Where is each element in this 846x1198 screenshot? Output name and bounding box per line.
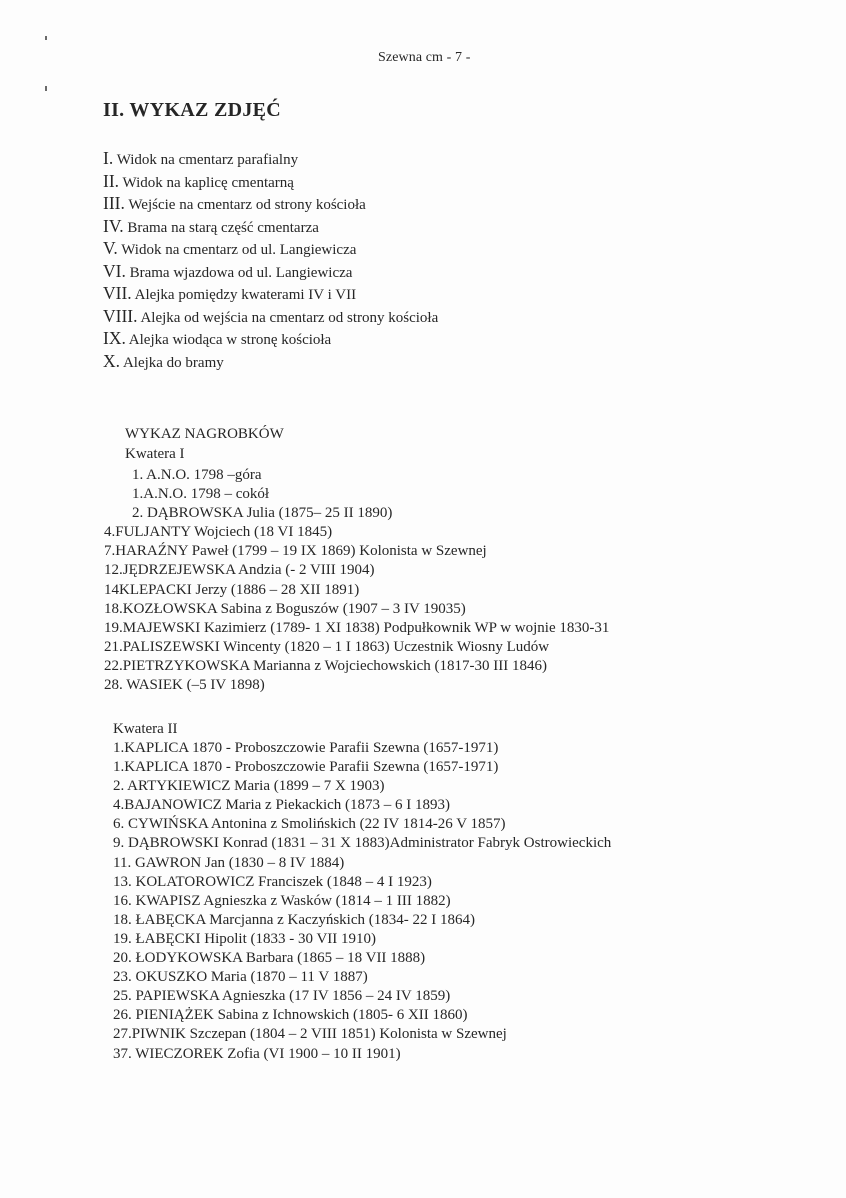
grave-entry: 9. DĄBROWSKI Konrad (1831 – 31 X 1883)Administrator Fabryk Ostrowieckich bbox=[113, 835, 612, 852]
photo-item bbox=[103, 327, 438, 350]
photo-list bbox=[103, 147, 438, 372]
grave-entry: 19. ŁABĘCKI Hipolit (1833 - 30 VII 1910) bbox=[113, 930, 377, 947]
grave-entry: 1. A.N.O. 1798 –góra bbox=[132, 467, 262, 483]
photo-number: VIII. bbox=[103, 305, 138, 326]
grave-entry: 25. PAPIEWSKA Agnieszka (17 IV 1856 – 24 IV 1859) bbox=[113, 988, 451, 1005]
grave-entry: 18.KOZŁOWSKA Sabina z Boguszów (1907 – 3 IV 19035) bbox=[104, 600, 466, 617]
photo-item bbox=[103, 260, 438, 283]
scan-margin-mark bbox=[45, 86, 47, 91]
grave-entry: 14KLEPACKI Jerzy (1886 – 28 XII 1891) bbox=[104, 581, 360, 598]
photo-caption: Alejka wiodąca w stronę kościoła bbox=[128, 332, 332, 348]
photo-item bbox=[103, 215, 438, 238]
photo-caption: Alejka od wejścia na cmentarz od strony kościoła bbox=[140, 309, 439, 326]
grave-entry: 19.MAJEWSKI Kazimierz (1789- 1 XI 1838) Podpułkownik WP w wojnie 1830-31 bbox=[104, 619, 610, 636]
photo-caption: Brama na starą część cmentarza bbox=[127, 219, 319, 236]
photo-number: IV. bbox=[103, 215, 124, 236]
photo-number: III. bbox=[103, 193, 125, 213]
section-heading: II. WYKAZ ZDJĘĆ bbox=[103, 99, 282, 121]
photo-caption: Alejka pomiędzy kwaterami IV i VII bbox=[134, 287, 357, 303]
grave-entry: 1.A.N.O. 1798 – cokół bbox=[132, 486, 270, 503]
photo-item bbox=[103, 282, 438, 305]
grave-entry: 37. WIECZOREK Zofia (VI 1900 – 10 II 1901) bbox=[113, 1045, 401, 1062]
photo-item bbox=[103, 147, 438, 170]
photo-number: X. bbox=[103, 350, 121, 371]
photo-number: V. bbox=[103, 238, 118, 258]
grave-entry: 7.HARAŹNY Paweł (1799 – 19 IX 1869) Kolonista w Szewnej bbox=[104, 543, 487, 560]
photo-caption: Widok na cmentarz parafialny bbox=[116, 152, 299, 168]
grave-entry: 2. ARTYKIEWICZ Maria (1899 – 7 X 1903) bbox=[113, 778, 385, 795]
grave-entry: 13. KOLATOROWICZ Franciszek (1848 – 4 I 1923) bbox=[113, 873, 432, 890]
photo-caption: Widok na kaplicę cmentarną bbox=[122, 174, 294, 191]
grave-entry: 26. PIENIĄŻEK Sabina z Ichnowskich (1805- 6 XII 1860) bbox=[113, 1007, 468, 1024]
photo-caption: Brama wjazdowa od ul. Langiewicza bbox=[129, 264, 353, 281]
grave-entry: 4.BAJANOWICZ Maria z Piekackich (1873 – 6 I 1893) bbox=[113, 797, 451, 814]
photo-caption: Wejście na cmentarz od strony kościoła bbox=[128, 197, 366, 213]
photo-caption: Widok na cmentarz od ul. Langiewicza bbox=[121, 242, 357, 258]
grave-entry: 2. DĄBROWSKA Julia (1875– 25 II 1890) bbox=[132, 505, 393, 522]
grave-entry: 28. WASIEK (–5 IV 1898) bbox=[104, 677, 265, 694]
grave-entry: 11. GAWRON Jan (1830 – 8 IV 1884) bbox=[113, 854, 345, 871]
photo-item bbox=[103, 170, 438, 193]
photo-number: I. bbox=[103, 148, 114, 168]
grave-entry: 23. OKUSZKO Maria (1870 – 11 V 1887) bbox=[113, 969, 368, 986]
grave-entry: 18. ŁABĘCKA Marcjanna z Kaczyńskich (1834- 22 I 1864) bbox=[113, 911, 475, 928]
photo-number: VII. bbox=[103, 283, 132, 303]
grave-entry: 27.PIWNIK Szczepan (1804 – 2 VIII 1851) Kolonista w Szewnej bbox=[113, 1026, 507, 1043]
photo-item bbox=[103, 237, 438, 260]
grave-entry: 1.KAPLICA 1870 - Proboszczowie Parafii Szewna (1657-1971) bbox=[113, 759, 499, 776]
scan-margin-mark bbox=[45, 36, 47, 40]
grave-entry: 1.KAPLICA 1870 - Proboszczowie Parafii Szewna (1657-1971) bbox=[113, 740, 499, 756]
photo-number: IX. bbox=[103, 328, 126, 348]
grave-entry: 21.PALISZEWSKI Wincenty (1820 – 1 I 1863) Uczestnik Wiosny Ludów bbox=[104, 638, 550, 655]
running-header: Szewna cm - 7 - bbox=[378, 50, 471, 65]
kwatera-2-list bbox=[113, 739, 611, 1064]
grave-entry: 4.FULJANTY Wojciech (18 VI 1845) bbox=[104, 524, 333, 541]
grave-entry: 16. KWAPISZ Agnieszka z Wasków (1814 – 1 III 1882) bbox=[113, 892, 451, 909]
photo-number: II. bbox=[103, 170, 120, 191]
kwatera-1-list bbox=[104, 466, 609, 695]
kwatera-2-label: Kwatera II bbox=[113, 721, 178, 737]
photo-item bbox=[103, 350, 438, 373]
grave-entry: 20. ŁODYKOWSKA Barbara (1865 – 18 VII 1888) bbox=[113, 950, 426, 967]
photo-caption: Alejka do bramy bbox=[122, 354, 224, 371]
graves-title: WYKAZ NAGROBKÓW bbox=[125, 426, 284, 442]
grave-entry: 22.PIETRZYKOWSKA Marianna z Wojciechowskich (1817-30 III 1846) bbox=[104, 657, 548, 674]
photo-item bbox=[103, 192, 438, 215]
grave-entry: 12.JĘDRZEJEWSKA Andzia (- 2 VIII 1904) bbox=[104, 562, 375, 579]
grave-entry: 6. CYWIŃSKA Antonina z Smolińskich (22 IV 1814-26 V 1857) bbox=[113, 816, 506, 833]
photo-number: VI. bbox=[103, 260, 126, 281]
kwatera-1-label: Kwatera I bbox=[125, 446, 185, 462]
photo-item bbox=[103, 305, 438, 328]
